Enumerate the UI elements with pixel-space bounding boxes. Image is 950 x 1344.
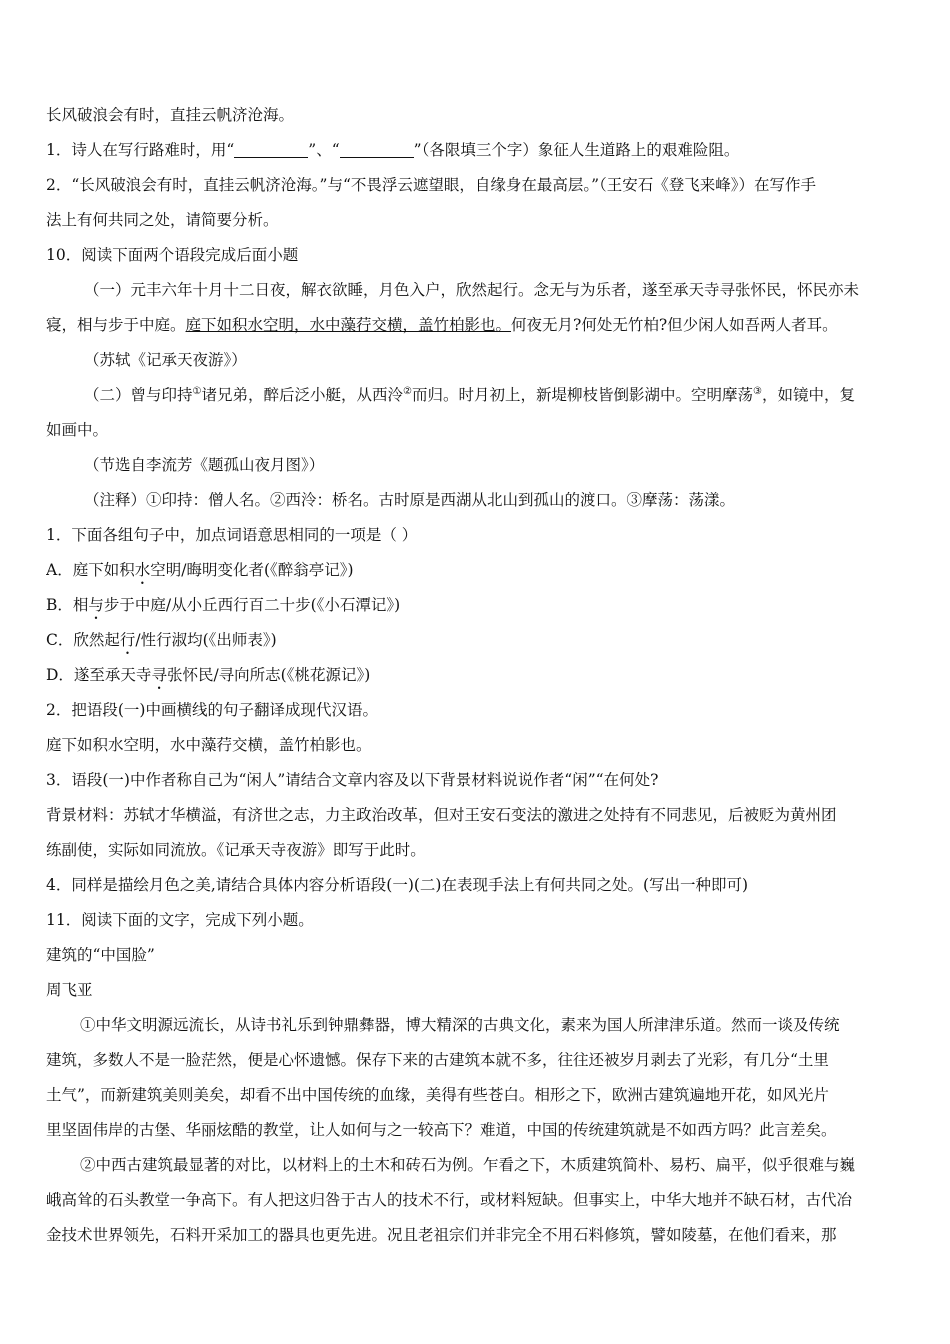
passage-1-line-1: （一）元丰六年十月十二日夜，解衣欲睡，月色入户，欣然起行。念无与为乐者，遂至承天寺寻张怀民，怀民亦未 — [84, 281, 860, 299]
passage-1-line-2: 寝，相与步于中庭。庭下如积水空明，水中藻荇交横，盖竹柏影也。何夜无月?何处无竹柏?但少闲人如吾两人者耳。 — [46, 316, 838, 334]
sub-question-1: 1．下面各组句子中，加点词语意思相同的一项是（ ） — [46, 526, 418, 544]
passage-2-source: （节选自李流芳《题孤山夜月图》） — [84, 456, 325, 474]
passage-2-line-1: （二）曾与印持①诸兄弟，醉后泛小艇，从西泠②而归。时月初上，新堤柳枝皆倒影湖中。空明摩荡③，如镜中，复 — [84, 385, 855, 404]
article-author: 周飞亚 — [46, 981, 93, 999]
question-2-line-2: 法上有何共同之处，请简要分析。 — [46, 211, 279, 229]
answer-blank-1[interactable] — [234, 142, 308, 159]
question-1-fill-blank: 1．诗人在写行路难时，用“ ”、“ ”（各限填三个字）象征人生道路上的艰难险阻。 — [46, 141, 740, 159]
article-paragraph-2-line-2: 峨高耸的石头教堂一争高下。有人把这归咎于古人的技术不行，或材料短缺。但事实上，中华大地并不缺石材，古代冶 — [46, 1191, 853, 1209]
article-paragraph-2-line-1: ②中西古建筑最显著的对比，以材料上的土木和砖石为例。乍看之下，木质建筑简朴、易朽、扁平，似乎很难与巍 — [80, 1156, 856, 1174]
article-paragraph-1-line-4: 里坚固伟岸的古堡、华丽炫酷的教堂，让人如何与之一较高下？难道，中国的传统建筑就是不如西方吗？此言差矣。 — [46, 1121, 837, 1139]
passage-1-source: （苏轼《记承天夜游》） — [84, 351, 247, 369]
dotted-word: 水 — [134, 561, 151, 579]
note-marker: ① — [192, 385, 202, 397]
article-paragraph-2-line-3: 金技术世界领先，石料开采加工的器具也更先进。况且老祖宗们并非完全不用石料修筑，譬如陵墓，在他们看来，那 — [46, 1226, 837, 1244]
dotted-word: 行 — [119, 631, 136, 649]
note-marker: ③ — [752, 385, 762, 397]
sub-question-3: 3．语段(一)中作者称自己为“闲人”请结合文章内容及以下背景材料说说作者“闲”“在何处? — [46, 771, 659, 789]
note-marker: ② — [403, 385, 412, 397]
article-paragraph-1-line-2: 建筑，多数人不是一脸茫然，便是心怀遗憾。保存下来的古建筑本就不多，往往还被岁月剥去了光彩，有几分“土里 — [46, 1051, 829, 1069]
answer-blank-2[interactable] — [340, 142, 414, 159]
dotted-word: 与 — [88, 596, 104, 614]
question-2-line-1: 2．“长风破浪会有时，直挂云帆济沧海。”与“不畏浮云遮望眼，自缘身在最高层。”（王安石《登飞来峰》）在写作手 — [46, 176, 817, 194]
option-b[interactable]: B．相与步于中庭/从小丘西行百二十步(《小石潭记》) — [46, 596, 401, 614]
underlined-sentence: 庭下如积水空明，水中藻荇交横，盖竹柏影也。 — [185, 316, 512, 334]
poem-line: 长风破浪会有时，直挂云帆济沧海。 — [46, 106, 295, 124]
sub-question-2: 2．把语段(一)中画横线的句子翻译成现代汉语。 — [46, 701, 378, 719]
annotation-notes: （注释）①印持：僧人名。②西泠：桥名。古时原是西湖从北山到孤山的渡口。③摩荡：荡漾。 — [84, 491, 736, 509]
section-10-heading: 10．阅读下面两个语段完成后面小题 — [46, 246, 299, 264]
article-title: 建筑的“中国脸” — [46, 946, 155, 964]
article-paragraph-1-line-1: ①中华文明源远流长，从诗书礼乐到钟鼎彝器，博大精深的古典文化，素来为国人所津津乐道。然而一谈及传统 — [80, 1016, 840, 1034]
sub-question-4: 4．同样是描绘月色之美,请结合具体内容分析语段(一)(二)在表现手法上有何共同之处。(写出一种即可) — [46, 876, 749, 894]
option-a[interactable]: A．庭下如积水空明/晦明变化者(《醉翁亭记》) — [46, 561, 354, 579]
option-d[interactable]: D．遂至承天寺寻张怀民/寻向所志(《桃花源记》) — [46, 666, 371, 684]
article-paragraph-1-line-3: 土气”，而新建筑美则美矣，却看不出中国传统的血缘，美得有些苍白。相形之下，欧洲古建筑遍地开花，如风光片 — [46, 1086, 829, 1104]
background-material-line-1: 背景材料：苏轼才华横溢，有济世之志，力主政治改革，但对王安石变法的激进之处持有不同悲见，后被贬为黄州团 — [46, 806, 837, 824]
dotted-word: 寻 — [151, 666, 167, 684]
option-c[interactable]: C．欣然起行/性行淑均(《出师表》) — [46, 631, 277, 649]
sentence-to-translate: 庭下如积水空明，水中藻荇交横，盖竹柏影也。 — [46, 736, 372, 754]
section-11-heading: 11．阅读下面的文字，完成下列小题。 — [46, 911, 314, 929]
background-material-line-2: 练副使，实际如同流放。《记承天寺夜游》即写于此时。 — [46, 841, 426, 859]
passage-2-line-2: 如画中。 — [46, 421, 109, 439]
